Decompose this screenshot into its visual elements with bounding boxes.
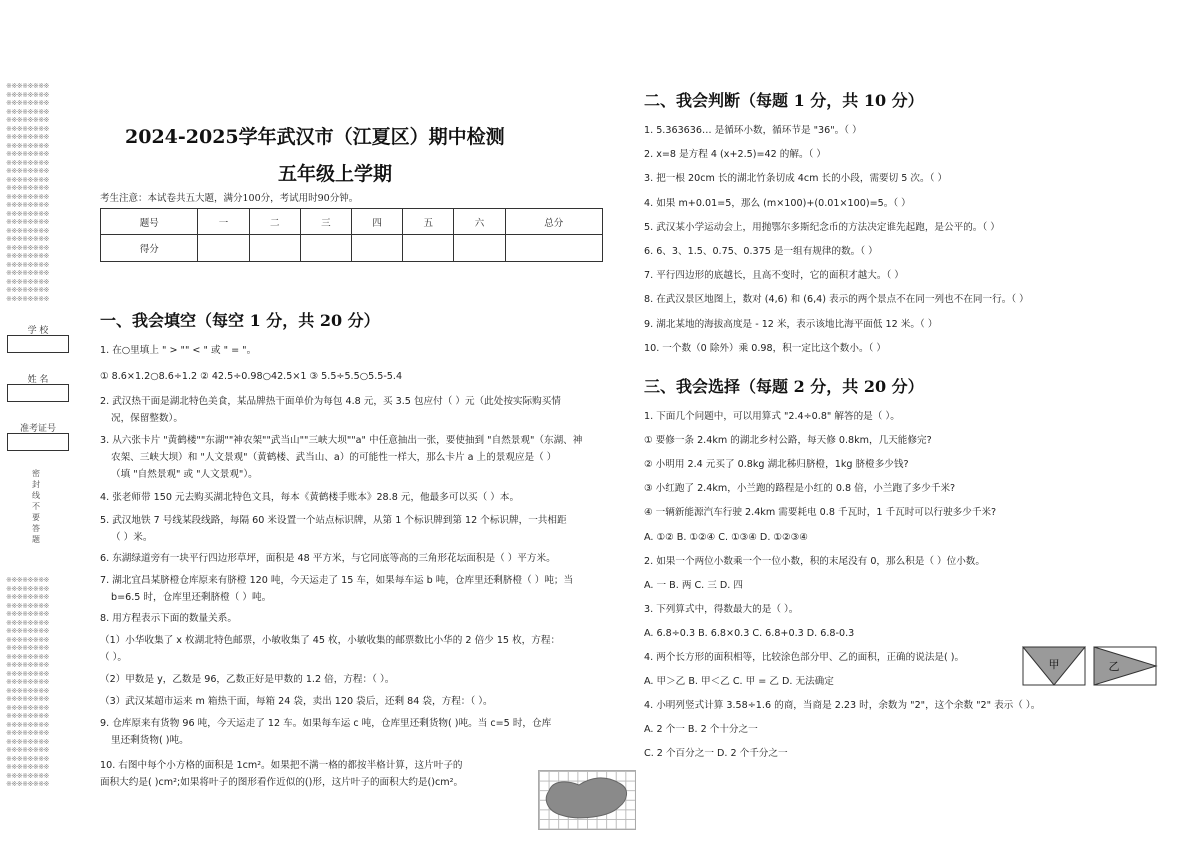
question-line: 7. 湖北宜昌某脐橙仓库原来有脐橙 120 吨，今天运走了 15 车，如果每车运 b 吨，仓库里还剩脐橙（ ）吨；当 [100, 575, 574, 586]
judgement-item: 8. 在武汉景区地图上，数对 (4,6) 和 (6,4) 表示的两个景点不在同一列也不在同一行。（ ） [644, 294, 1029, 306]
choice-line: 1. 下面几个问题中，可以用算式 "2.4÷0.8" 解答的是（ ）。 [644, 411, 900, 422]
question-line: 9. 仓库原来有货物 96 吨，今天运走了 12 车。如果每车运 c 吨，仓库里还剩货物( )吨。当 c=5 时，仓库 [100, 718, 552, 729]
score-header-cell: 六 [454, 209, 505, 235]
choice-line: A. 6.8÷0.3 B. 6.8×0.3 C. 6.8+0.3 D. 6.8-0.3 [644, 627, 855, 639]
seal-char: 答 [32, 524, 40, 533]
seal-char: 线 [32, 491, 40, 500]
exam-title: 2024-2025学年武汉市（江夏区）期中检测 [125, 126, 505, 148]
question-line: b=6.5 时，仓库里还剩脐橙（ ）吨。 [111, 592, 272, 603]
question-line: （3）武汉某超市运来 m 箱热干面，每箱 24 袋，卖出 120 袋后，还剩 84 袋，方程：（ ）。 [100, 696, 493, 707]
question-line: （ ）米。 [111, 532, 153, 543]
question-line: （ ）。 [100, 652, 128, 663]
question-line: 4. 张老师带 150 元去购买湖北特色文具，每本《黄鹤楼手账本》28.8 元，他最多可以买（ ）本。 [100, 492, 520, 503]
school-field[interactable] [7, 335, 69, 353]
score-cell[interactable] [249, 235, 300, 262]
judgement-item: 2. x=8 是方程 4 (x+2.5)=42 的解。（ ） [644, 149, 827, 161]
seal-char: 要 [32, 513, 40, 522]
question-line: （1）小华收集了 x 枚湖北特色邮票，小敏收集了 45 枚，小敏收集的邮票数比小华的 2 倍少 15 枚，方程： [100, 635, 561, 646]
question-line: 况，保留整数）。 [111, 413, 183, 424]
label-school: 学 校 [27, 326, 49, 336]
choice-line: ① 要修一条 2.4km 的湖北乡村公路，每天修 0.8km，几天能修完? [644, 435, 932, 447]
question-line: （填 "自然景观" 或 "人文景观"）。 [111, 469, 258, 480]
score-cell[interactable] [454, 235, 505, 262]
label-jia: 甲 [1048, 658, 1060, 671]
score-table-score-row [101, 235, 603, 262]
label-yi: 乙 [1108, 660, 1120, 673]
seal-char: 题 [32, 535, 40, 544]
judgement-item: 9. 湖北某地的海拔高度是 - 12 米，表示该地比海平面低 12 米。（ ） [644, 318, 938, 330]
question-line: 农架、三峡大坝）和 "人文景观"（黄鹤楼、武当山、a）的可能性一样大，那么卡片 a 上的景观应是（ ） [111, 452, 557, 463]
exam-number-field[interactable] [7, 433, 69, 451]
question-line: 8. 用方程表示下面的数量关系。 [100, 613, 237, 624]
question-line: 5. 武汉地铁 7 号线某段线路，每隔 60 米设置一个站点标识牌，从第 1 个标识牌到第 12 个标识牌，一共相距 [100, 515, 567, 526]
score-table-header-row [101, 209, 603, 235]
leaf-grid-figure [538, 770, 636, 830]
exam-note: 考生注意：本试卷共五大题，满分100分，考试用时90分钟。 [100, 193, 359, 204]
judgement-item: 10. 一个数（0 除外）乘 0.98，积一定比这个数小。（ ） [644, 342, 886, 354]
choice-line: A. ①② B. ①②④ C. ①③④ D. ①②③④ [644, 531, 808, 543]
question-line: 6. 东湖绿道旁有一块平行四边形草坪，面积是 48 平方米，与它同底等高的三角形花坛面积是（ ）平方米。 [100, 553, 556, 564]
exam-subtitle: 五年级上学期 [278, 163, 393, 185]
score-header-cell: 二 [249, 209, 300, 235]
section2-title: 二、我会判断（每题 1 分，共 10 分） [644, 91, 924, 110]
question-line: 面积大约是( )cm²;如果将叶子的图形看作近似的()形，这片叶子的面积大约是()cm²。 [100, 777, 464, 788]
score-header-cell: 总分 [505, 209, 602, 235]
question-line: 3. 从六张卡片 "黄鹤楼""东湖""神农架""武当山""三峡大坝""a" 中任意抽出一张，要使抽到 "自然景观"（东湖、神 [100, 435, 583, 446]
label-exam-number: 准考证号 [19, 424, 56, 434]
question-line: ① 8.6×1.2○8.6÷1.2 ② 42.5÷0.98○42.5×1 ③ 5.5÷5.5○5.5-5.4 [100, 371, 403, 382]
score-cell[interactable] [403, 235, 454, 262]
choice-line: 4. 小明列竖式计算 3.58÷1.6 的商，当商是 2.23 时，余数为 "2"，这个余数 "2" 表示（ ）。 [644, 700, 1041, 712]
judgement-item: 3. 把一根 20cm 长的湖北竹条切成 4cm 长的小段，需要切 5 次。（ ） [644, 173, 948, 185]
score-header-cell: 一 [198, 209, 249, 235]
question-line: 里还剩货物( )吨。 [111, 735, 189, 746]
choice-line: A. 2 个一 B. 2 个十分之一 [644, 724, 758, 736]
score-header-cell: 题号 [101, 209, 198, 235]
choice-line: ④ 一辆新能源汽车行驶 2.4km 需要耗电 0.8 千瓦时，1 千瓦时可以行驶多少千米? [644, 507, 997, 519]
choice-line: C. 2 个百分之一 D. 2 个千分之一 [644, 748, 788, 760]
judgement-item: 6. 6、3、1.5、0.75、0.375 是一组有规律的数。（ ） [644, 246, 878, 257]
question-line: 1. 在○里填上 " > "" < " 或 " = "。 [100, 345, 257, 356]
score-header-cell: 三 [300, 209, 351, 235]
seal-char: 不 [32, 502, 40, 511]
choice-line: ③ 小红跑了 2.4km，小兰跑的路程是小红的 0.8 倍，小兰跑了多少千米? [644, 483, 956, 495]
seal-char: 封 [32, 480, 40, 489]
choice-line: 2. 如果一个两位小数乘一个一位小数，积的末尾没有 0，那么积是（ ）位小数。 [644, 555, 985, 567]
choice-line: ② 小明用 2.4 元买了 0.8kg 湖北秭归脐橙，1kg 脐橙多少钱? [644, 459, 909, 471]
score-cell[interactable] [351, 235, 402, 262]
score-cell[interactable] [300, 235, 351, 262]
judgement-item: 1. 5.363636… 是循环小数，循环节是 "36"。（ ） [644, 125, 862, 136]
score-cell[interactable] [198, 235, 249, 262]
seal-line-notice [30, 468, 42, 545]
name-field[interactable] [7, 384, 69, 402]
hatch-pattern-top: ※※※※※※※※ ※※※※※※※※ ※※※※※※※※ ※※※※※※※※ ※※※※※※※※ ※※※※※※※※ ※※※※※※※※ ※※※※※※※※ ※※※※※※※※ ※※※※※※※※ ※※※※※※※※ ※※※※※※※※ ※※※※※※※※ ※※※※※※※※ ※※※※※※※※ ※※※※※※※※ ※※※※※※※※ ※※※※※※※※ ※※※※※※※※ ※※※※※※※※ ※※※※※※※※ ※※※※※※※※ ※※※※※※※※ ※※※※※※※※ ※※※※※※※※ ※※※※※※※※ [6, 82, 49, 303]
score-cell[interactable] [505, 235, 602, 262]
label-name: 姓 名 [27, 375, 49, 385]
rectangles-figure [1022, 646, 1162, 688]
question-line: 2. 武汉热干面是湖北特色美食，某品牌热干面单价为每包 4.8 元，买 3.5 包应付（ ）元（此处按实际购买情 [100, 396, 561, 407]
choice-line: 3. 下列算式中，得数最大的是（ ）。 [644, 603, 799, 615]
judgement-item: 5. 武汉某小学运动会上，用抛鄂尔多斯纪念币的方法决定谁先起跑，是公平的。（ ） [644, 221, 1000, 233]
score-header-cell: 五 [403, 209, 454, 235]
choice-line: A. 一 B. 两 C. 三 D. 四 [644, 579, 743, 591]
judgement-item: 7. 平行四边形的底越长，且高不变时，它的面积才越大。（ ） [644, 270, 904, 282]
question-line: （2）甲数是 y，乙数是 96，乙数正好是甲数的 1.2 倍，方程：（ ）。 [100, 674, 395, 685]
question-line: 10. 右图中每个小方格的面积是 1cm²。如果把不满一格的都按半格计算，这片叶子的 [100, 760, 463, 771]
section1-title: 一、我会填空（每空 1 分，共 20 分） [100, 311, 380, 330]
hatch-pattern-bottom: ※※※※※※※※ ※※※※※※※※ ※※※※※※※※ ※※※※※※※※ ※※※※※※※※ ※※※※※※※※ ※※※※※※※※ ※※※※※※※※ ※※※※※※※※ ※※※※※※※※ ※※※※※※※※ ※※※※※※※※ ※※※※※※※※ ※※※※※※※※ ※※※※※※※※ ※※※※※※※※ ※※※※※※※※ ※※※※※※※※ ※※※※※※※※ ※※※※※※※※ ※※※※※※※※ ※※※※※※※※ ※※※※※※※※ ※※※※※※※※ ※※※※※※※※ [6, 576, 49, 788]
choice-line: A. 甲＞乙 B. 甲＜乙 C. 甲 = 乙 D. 无法确定 [644, 676, 834, 688]
judgement-item: 4. 如果 m+0.01=5，那么 (m×100)+(0.01×100)=5。（ ） [644, 197, 911, 209]
score-row-label: 得分 [101, 235, 198, 262]
score-header-cell: 四 [351, 209, 402, 235]
seal-char: 密 [32, 469, 40, 478]
score-table [100, 208, 603, 262]
section3-title: 三、我会选择（每题 2 分，共 20 分） [644, 377, 924, 396]
leaf-shape-icon [539, 771, 635, 829]
choice-line: 4. 两个长方形的面积相等，比较涂色部分甲、乙的面积，正确的说法是( )。 [644, 652, 965, 663]
